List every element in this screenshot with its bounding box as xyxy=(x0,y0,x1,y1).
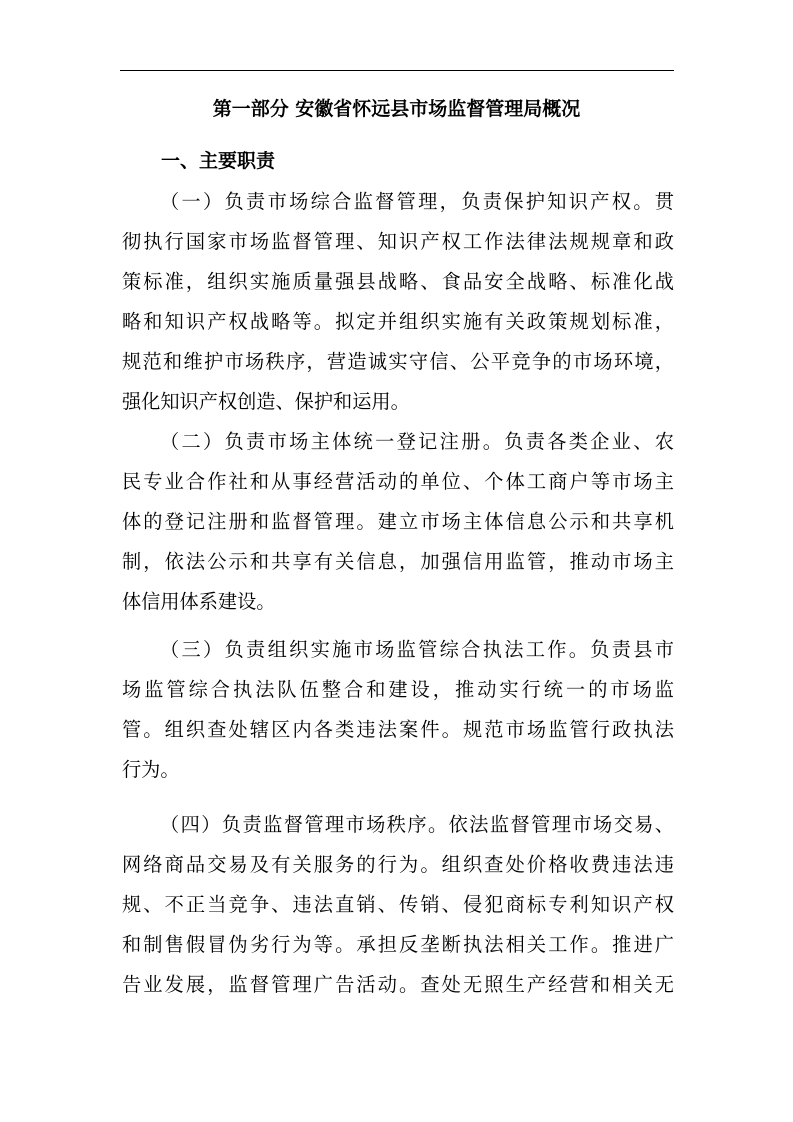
paragraph-3-line-1: （三）负责组织实施市场监管综合执法工作。负责县市 xyxy=(160,638,674,661)
paragraph-2-line-1: （二）负责市场主体统一登记注册。负责各类企业、农 xyxy=(160,430,674,453)
paragraph-3-line-2: 场监管综合执法队伍整合和建设，推动实行统一的市场监 xyxy=(122,678,674,701)
page-title: 第一部分 安徽省怀远县市场监督管理局概况 xyxy=(212,98,581,120)
paragraph-4-line-1: （四）负责监督管理市场秩序。依法监督管理市场交易、 xyxy=(160,813,674,836)
paragraph-1-line-1: （一）负责市场综合监督管理，负责保护知识产权。贯 xyxy=(160,190,674,213)
paragraph-4-line-5: 告业发展，监督管理广告活动。查处无照生产经营和相关无 xyxy=(122,973,674,996)
paragraph-2-line-4: 制，依法公示和共享有关信息，加强信用监管，推动市场主 xyxy=(122,550,674,573)
paragraph-1-line-2: 彻执行国家市场监督管理、知识产权工作法律法规规章和政 xyxy=(122,230,674,253)
paragraph-4-line-3: 规、不正当竞争、违法直销、传销、侵犯商标专利知识产权 xyxy=(122,893,674,916)
paragraph-4-line-2: 网络商品交易及有关服务的行为。组织查处价格收费违法违 xyxy=(122,853,674,876)
paragraph-1-line-6: 强化知识产权创造、保护和运用。 xyxy=(122,390,410,413)
section-heading: 一、主要职责 xyxy=(161,150,276,172)
paragraph-2-line-3: 体的登记注册和监督管理。建立市场主体信息公示和共享机 xyxy=(122,510,674,533)
header-rule xyxy=(120,70,674,71)
paragraph-2-line-2: 民专业合作社和从事经营活动的单位、个体工商户等市场主 xyxy=(122,470,674,493)
paragraph-1-line-4: 略和知识产权战略等。拟定并组织实施有关政策规划标准， xyxy=(122,310,674,333)
paragraph-1-line-5: 规范和维护市场秩序，营造诚实守信、公平竞争的市场环境， xyxy=(122,350,674,373)
paragraph-3-line-3: 管。组织查处辖区内各类违法案件。规范市场监管行政执法 xyxy=(122,718,674,741)
paragraph-2-line-5: 体信用体系建设。 xyxy=(122,590,276,613)
paragraph-3-line-4: 行为。 xyxy=(122,758,180,781)
paragraph-1-line-3: 策标准，组织实施质量强县战略、食品安全战略、标准化战 xyxy=(122,270,674,293)
paragraph-4-line-4: 和制售假冒伪劣行为等。承担反垄断执法相关工作。推进广 xyxy=(122,933,674,956)
